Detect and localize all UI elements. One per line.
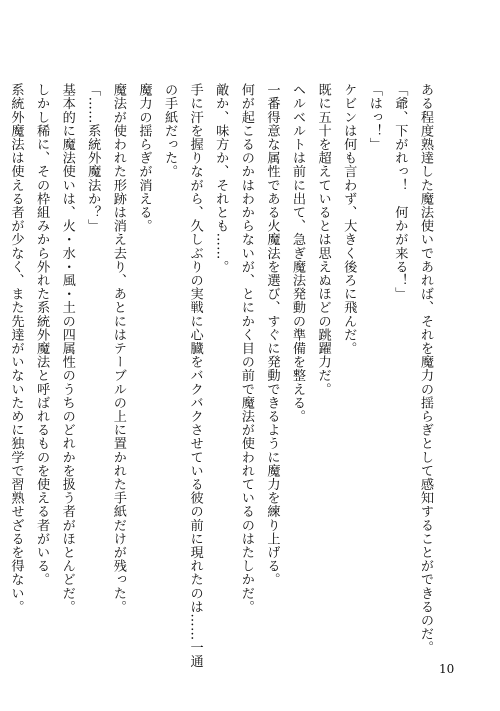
text-line: 魔力の揺らぎが消える。 [136,83,152,233]
text-line: 既に五十を超えているとは思えぬほどの跳躍力だ。 [315,83,331,396]
text-line: 魔法が使われた形跡は消え去り、あとにはテーブルの上に置かれた手紙だけが残った。 [110,83,126,614]
text-line: の手紙だった。 [162,83,178,179]
text-line: ケビンは何も言わず、大きく後ろに飛んだ。 [341,83,357,355]
text-line: 「はっ！」 [366,83,382,151]
text-line: 基本的に魔法使いは、火・水・風・土の四属性のうちのどれかを扱う者がほとんどだ。 [59,83,75,614]
text-line: しかし稀に、その枠組みから外れた系統外魔法と呼ばれるものを使える者がいる。 [34,83,50,587]
text-line: 「……系統外魔法か？」 [85,83,101,233]
text-line: ヘルベルトは前に出て、急ぎ魔法発動の準備を整える。 [290,83,306,423]
text-line: 敵か、味方か、それとも……。 [213,83,229,274]
text-line: 手に汗を握りながら、久しぶりの実戦に心臓をバクバクさせている彼の前に現れたのは……一通 [187,83,203,668]
vertical-text-block [3,83,438,668]
text-line: ある程度熟達した魔法使いであれば、それを魔力の揺らぎとして感知することができるのだ。 [418,83,433,655]
text-line: 「爺、下がれっ！ 何かが来る！」 [392,83,408,301]
text-line: 系統外魔法は使える者が少なく、また先達がいないために独学で習熟せざるを得ない。 [8,83,24,614]
page-number: 10 [439,662,455,676]
text-line: 何が起こるのかはわからないが、とにかく目の前で魔法が使われているのはたしかだ。 [238,83,254,614]
text-line: 一番得意な属性である火魔法を選び、すぐに発動できるように魔力を練り上げる。 [264,83,280,587]
